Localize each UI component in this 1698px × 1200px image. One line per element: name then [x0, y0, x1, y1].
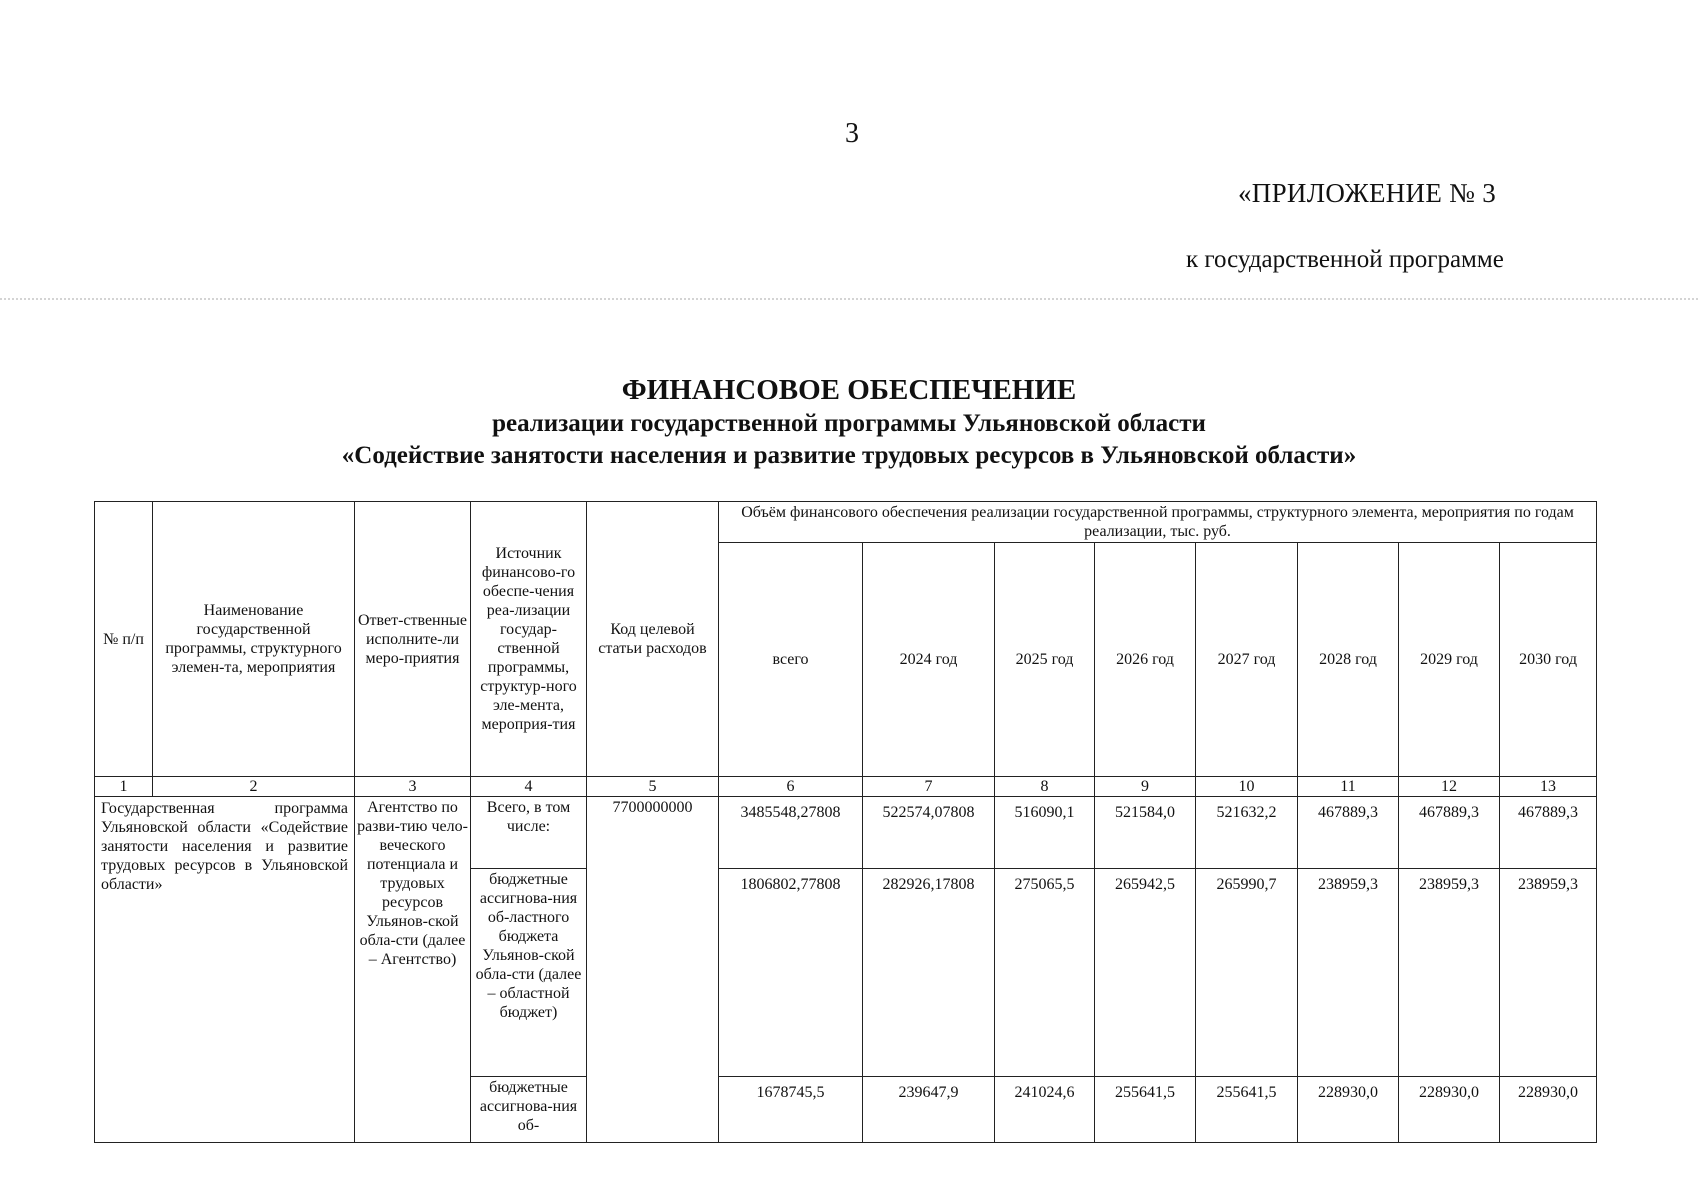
table-row: [95, 797, 1597, 869]
value-cell: 3485548,27808: [719, 797, 863, 869]
appendix-label: «ПРИЛОЖЕНИЕ № 3: [1238, 178, 1497, 208]
scan-artifact-line: [0, 298, 1698, 300]
value-cell: 282926,17808: [863, 869, 995, 1077]
col-number: 12: [1399, 777, 1500, 797]
col-number: 11: [1298, 777, 1399, 797]
value-cell: 255641,5: [1095, 1077, 1196, 1143]
col-number: 6: [719, 777, 863, 797]
value-cell: 1806802,77808: [719, 869, 863, 1077]
header-source: Источник финансово-го обеспе-чения реа-лизации государ-ственной программы, структур-ного эле-мента, мероприя-тия: [471, 502, 587, 777]
value-cell: 1678745,5: [719, 1077, 863, 1143]
value-cell: 238959,3: [1500, 869, 1597, 1077]
code-cell: 7700000000: [587, 797, 719, 1143]
col-number: 2: [153, 777, 355, 797]
value-cell: 522574,07808: [863, 797, 995, 869]
page-number: 3: [845, 118, 859, 149]
value-cell: 275065,5: [995, 869, 1095, 1077]
col-number: 4: [471, 777, 587, 797]
value-cell: 255641,5: [1196, 1077, 1298, 1143]
document-subtitle: реализации государственной программы Ульяновской области: [492, 410, 1206, 437]
value-cell: 238959,3: [1399, 869, 1500, 1077]
value-cell: 265942,5: [1095, 869, 1196, 1077]
col-number: 1: [95, 777, 153, 797]
value-cell: 467889,3: [1500, 797, 1597, 869]
program-name: Государственная программа Ульяновской области «Содействие занятости населения и развитие трудовых ресурсов в Ульяновской области»: [95, 797, 355, 1143]
header-executor: Ответ-ственные исполните-ли меро-приятия: [355, 502, 471, 777]
value-cell: 241024,6: [995, 1077, 1095, 1143]
header-2029: 2029 год: [1399, 543, 1500, 777]
value-cell: 228930,0: [1500, 1077, 1597, 1143]
header-name: Наименование государственной программы, структурного элемен-та, мероприятия: [153, 502, 355, 777]
source-cell: бюджетные ассигнова-ния об-ластного бюджета Ульянов-ской обла-сти (далее – областной бюджет): [471, 869, 587, 1077]
header-num: № п/п: [95, 502, 153, 777]
value-cell: 239647,9: [863, 1077, 995, 1143]
col-number: 7: [863, 777, 995, 797]
header-2028: 2028 год: [1298, 543, 1399, 777]
header-total: всего: [719, 543, 863, 777]
value-cell: 521632,2: [1196, 797, 1298, 869]
col-number: 8: [995, 777, 1095, 797]
value-cell: 516090,1: [995, 797, 1095, 869]
col-number: 13: [1500, 777, 1597, 797]
header-2026: 2026 год: [1095, 543, 1196, 777]
header-code: Код целевой статьи расходов: [587, 502, 719, 777]
header-2025: 2025 год: [995, 543, 1095, 777]
appendix-subtitle: к государственной программе: [1186, 246, 1504, 273]
program-executor: Агентство по разви-тию чело-веческого потенциала и трудовых ресурсов Ульянов-ской обла-сти (далее – Агентство): [355, 797, 471, 1143]
value-cell: 467889,3: [1298, 797, 1399, 869]
value-cell: 265990,7: [1196, 869, 1298, 1077]
program-title: «Содействие занятости населения и развитие трудовых ресурсов в Ульяновской области»: [341, 442, 1357, 469]
header-2024: 2024 год: [863, 543, 995, 777]
header-volume: Объём финансового обеспечения реализации государственной программы, структурного элемента, мероприятия по годам реализации, тыс. руб.: [719, 502, 1597, 543]
col-number: 5: [587, 777, 719, 797]
header-2030: 2030 год: [1500, 543, 1597, 777]
document-title: ФИНАНСОВОЕ ОБЕСПЕЧЕНИЕ: [621, 374, 1077, 406]
value-cell: 228930,0: [1298, 1077, 1399, 1143]
col-number: 3: [355, 777, 471, 797]
source-cell: бюджетные ассигнова-ния об-: [471, 1077, 587, 1143]
header-2027: 2027 год: [1196, 543, 1298, 777]
col-number: 10: [1196, 777, 1298, 797]
value-cell: 238959,3: [1298, 869, 1399, 1077]
value-cell: 228930,0: [1399, 1077, 1500, 1143]
col-number: 9: [1095, 777, 1196, 797]
value-cell: 467889,3: [1399, 797, 1500, 869]
financing-table: [94, 501, 1597, 1143]
value-cell: 521584,0: [1095, 797, 1196, 869]
source-cell: Всего, в том числе:: [471, 797, 587, 869]
